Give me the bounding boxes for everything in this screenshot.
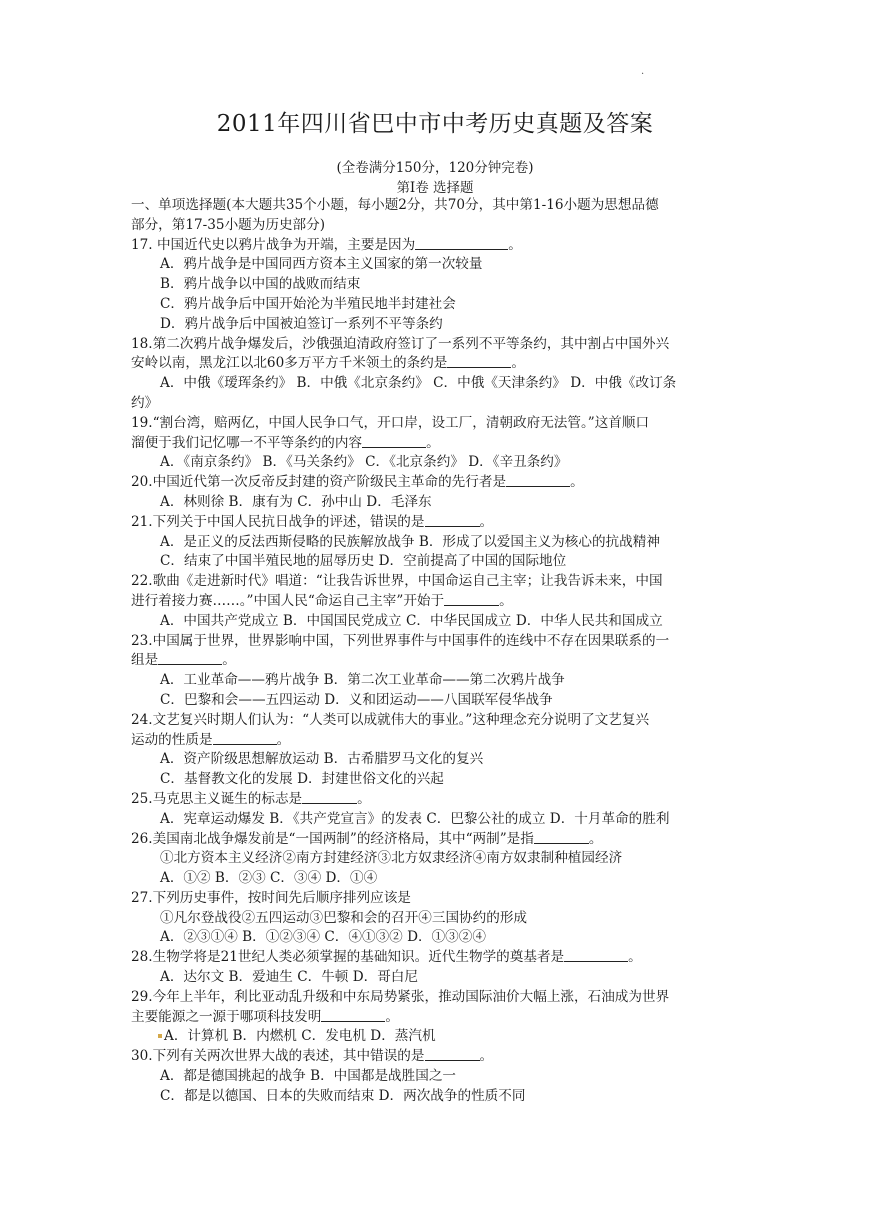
option: A．计算机 B．内燃机 C．发电机 D．蒸汽机 — [164, 1028, 436, 1045]
question-stem: 22.歌曲《走进新时代》唱道：“让我告诉世界，中国命运自己主宰；让我告诉未来，中国 — [131, 573, 663, 590]
question-20: 20.中国近代第一次反帝反封建的资产阶级民主革命的先行者是 。 A．林则徐 B．康有为 C．孙中山 D．毛泽东 — [131, 473, 741, 513]
question-stem: 主要能源之一源于哪项科技发明 — [131, 1008, 322, 1025]
question-29: 29.今年上半年，利比亚动乱升级和中东局势紧张，推动国际油价大幅上涨，石油成为世界 主要能源之一源于哪项科技发明 。 A．计算机 B．内燃机 C．发电机 D．蒸汽机 — [131, 988, 741, 1047]
question-stem: 19.“割台湾，赔两亿，中国人民争口气，开口岸，设工厂，清朝政府无法管。”这首顺口 — [131, 414, 650, 431]
option: A．林则徐 B．康有为 C．孙中山 D．毛泽东 — [160, 493, 432, 510]
answer-blank — [302, 790, 357, 804]
question-23: 23.中国属于世界，世界影响中国，下列世界事件与中国事件的连线中不存在因果联系的一 组是 。 A．工业革命——鸦片战争 B．第二次工业革命——第二次鸦片战争 C．巴黎和会——五四运动 D．义和团运动——八国联军侵华战争 — [131, 632, 741, 711]
option: A．中俄《瑷珲条约》 B．中俄《北京条约》 C．中俄《天津条约》 D．中俄《改订条 — [160, 375, 677, 392]
question-stem: 进行着接力赛……。”中国人民“命运自己主宰”开始于 — [131, 592, 445, 609]
answer-blank — [213, 731, 277, 745]
option: ①凡尔登战役②五四运动③巴黎和会的召开④三国协约的形成 — [160, 909, 528, 926]
answer-blank — [321, 1008, 385, 1022]
question-27 — [131, 889, 741, 948]
question-list — [131, 196, 741, 1107]
option: C．基督教文化的发展 D．封建世俗文化的兴起 — [160, 771, 444, 788]
option: A．鸦片战争是中国同西方资本主义国家的第一次较量 — [160, 256, 483, 273]
question-stem: 安岭以南，黑龙江以北60多万平方千米领土的条约是 — [131, 355, 448, 372]
option: C．鸦片战争后中国开始沦为半殖民地半封建社会 — [160, 295, 456, 312]
option: A．中国共产党成立 B．中国国民党成立 C．中华民国成立 D．中华人民共和国成立 — [160, 612, 663, 629]
option: A．达尔文 B．爱迪生 C．牛顿 D．哥白尼 — [160, 969, 418, 986]
option: A．②③①④ B．①②③④ C．④①③② D．①③②④ — [160, 929, 486, 946]
page-dot: . — [641, 66, 645, 77]
option: C．都是以德国、日本的失败而结束 D．两次战争的性质不同 — [160, 1087, 526, 1104]
question-stem: 17. 中国近代史以鸦片战争为开端，主要是因为 — [131, 236, 416, 253]
option: ①北方资本主义经济②南方封建经济③北方奴隶经济④南方奴隶制种植园经济 — [160, 850, 623, 867]
exam-info: (全卷满分150分，120分钟完卷) — [336, 160, 534, 176]
volume-title: 第Ⅰ卷 选择题 — [396, 180, 474, 196]
question-stem: 21.下列关于中国人民抗日战争的评述，错误的是 — [131, 513, 425, 530]
question-stem: 18.第二次鸦片战争爆发后，沙俄强迫清政府签订了一系列不平等条约，其中割占中国外兴 — [131, 335, 670, 352]
option: A．《南京条约》 B．《马关条约》 C．《北京条约》 D．《辛丑条约》 — [160, 454, 568, 471]
page-title: 2011年四川省巴中市中考历史真题及答案 — [216, 111, 654, 137]
question-30: 30.下列有关两次世界大战的表述，其中错误的是 。 A．都是德国挑起的战争 B．中国都是战胜国之一 C．都是以德国、日本的失败而结束 D．两次战争的性质不同 — [131, 1047, 741, 1106]
question-stem: 25.马克思主义诞生的标志是 — [131, 790, 303, 807]
answer-blank — [506, 473, 570, 487]
question-stem: 23.中国属于世界，世界影响中国，下列世界事件与中国事件的连线中不存在因果联系的一 — [131, 632, 670, 649]
question-stem: 26.美国南北战争爆发前是“一国两制”的经济格局，其中“两制”是指 — [131, 830, 534, 847]
answer-blank — [534, 830, 589, 844]
option: C．巴黎和会——五四运动 D．义和团运动——八国联军侵华战争 — [160, 691, 553, 708]
option: A．资产阶级思想解放运动 B．古希腊罗马文化的复兴 — [160, 751, 484, 768]
question-stem: 28.生物学将是21世纪人类必须掌握的基础知识。近代生物学的奠基者是 — [131, 949, 565, 966]
answer-blank — [425, 513, 480, 527]
question-stem: 24.文艺复兴时期人们认为：“人类可以成就伟大的事业。”这种理念充分说明了文艺复兴 — [131, 711, 650, 728]
question-18: 18.第二次鸦片战争爆发后，沙俄强迫清政府签订了一系列不平等条约，其中割占中国外兴 安岭以南，黑龙江以北60多万平方千米领土的条约是 。 A．中俄《瑷珲条约》 B．中俄《北京条约》 C．中俄《天津条约》 D．中俄《改订条 约》 — [131, 335, 741, 414]
question-stem: 组是 — [131, 652, 159, 669]
section-heading-line-1: 一、单项选择题(本大题共35个小题，每小题2分，共70分，其中第1-16小题为思想品德 — [131, 197, 659, 213]
answer-blank — [362, 434, 426, 448]
question-22: 22.歌曲《走进新时代》唱道：“让我告诉世界，中国命运自己主宰；让我告诉未来，中国 进行着接力赛……。”中国人民“命运自己主宰”开始于 。 A．中国共产党成立 B．中国国民党成立 C．中华民国成立 D．中华人民共和国成立 — [131, 572, 741, 631]
question-stem: 运动的性质是 — [131, 731, 213, 748]
option: C．结束了中国半殖民地的屈辱历史 D．空前提高了中国的国际地位 — [160, 553, 567, 570]
question-21: 21.下列关于中国人民抗日战争的评述，错误的是 。 A．是正义的反法西斯侵略的民族解放战争 B．形成了以爱国主义为核心的抗战精神 C．结束了中国半殖民地的屈辱历史 D．空前提高了中国的国际地位 — [131, 513, 741, 572]
option: A．都是德国挑起的战争 B．中国都是战胜国之一 — [160, 1068, 457, 1085]
question-26: 26.美国南北战争爆发前是“一国两制”的经济格局，其中“两制”是指 。 ①北方资本主义经济②南方封建经济③北方奴隶经济④南方奴隶制种植园经济 A．①② B．②③ C．③④ D．①④ — [131, 830, 741, 889]
option: A．宪章运动爆发 B．《共产党宣言》的发表 C．巴黎公社的成立 D．十月革命的胜利 — [160, 810, 670, 827]
option-continuation: 约》 — [131, 394, 159, 411]
section-heading-line-2: 部分，第17-35小题为历史部分) — [131, 216, 326, 233]
option: A．工业革命——鸦片战争 B．第二次工业革命——第二次鸦片战争 — [160, 672, 565, 689]
question-stem: 30.下列有关两次世界大战的表述，其中错误的是 — [131, 1048, 425, 1065]
option: A．①② B．②③ C．③④ D．①④ — [160, 870, 378, 887]
answer-blank — [415, 236, 508, 250]
question-stem: 溜便于我们记忆哪一不平等条约的内容 — [131, 434, 363, 451]
question-19: 19.“割台湾，赔两亿，中国人民争口气，开口岸，设工厂，清朝政府无法管。”这首顺口 溜便于我们记忆哪一不平等条约的内容 。 A．《南京条约》 B．《马关条约》 C．《北京条约》 D．《辛丑条约》 — [131, 414, 741, 473]
question-stem: 20.中国近代第一次反帝反封建的资产阶级民主革命的先行者是 — [131, 474, 507, 491]
question-24: 24.文艺复兴时期人们认为：“人类可以成就伟大的事业。”这种理念充分说明了文艺复兴 运动的性质是 。 A．资产阶级思想解放运动 B．古希腊罗马文化的复兴 C．基督教文化的发展 D．封建世俗文化的兴起 — [131, 711, 741, 790]
answer-blank — [158, 651, 222, 665]
question-28: 28.生物学将是21世纪人类必须掌握的基础知识。近代生物学的奠基者是 。 A．达尔文 B．爱迪生 C．牛顿 D．哥白尼 — [131, 948, 741, 988]
answer-blank — [447, 354, 511, 368]
answer-blank — [564, 948, 628, 962]
question-stem: 29.今年上半年，利比亚动乱升级和中东局势紧张，推动国际油价大幅上涨，石油成为世界 — [131, 988, 670, 1005]
answer-blank — [425, 1047, 480, 1061]
question-stem: 27.下列历史事件，按时间先后顺序排列应该是 — [131, 889, 411, 906]
answer-blank — [444, 592, 499, 606]
marker-icon — [158, 1034, 162, 1038]
option: D．鸦片战争后中国被迫签订一系列不平等条约 — [160, 315, 443, 332]
option: B．鸦片战争以中国的战败而结束 — [160, 276, 361, 293]
question-17: 17. 中国近代史以鸦片战争为开端，主要是因为 。 A．鸦片战争是中国同西方资本主义国家的第一次较量 B．鸦片战争以中国的战败而结束 C．鸦片战争后中国开始沦为半殖民地半封建社会 D．鸦片战争后中国被迫签订一系列不平等条约 — [131, 236, 741, 335]
option: A．是正义的反法西斯侵略的民族解放战争 B．形成了以爱国主义为核心的抗战精神 — [160, 533, 660, 550]
question-25: 25.马克思主义诞生的标志是 。 A．宪章运动爆发 B．《共产党宣言》的发表 C．巴黎公社的成立 D．十月革命的胜利 — [131, 790, 741, 830]
